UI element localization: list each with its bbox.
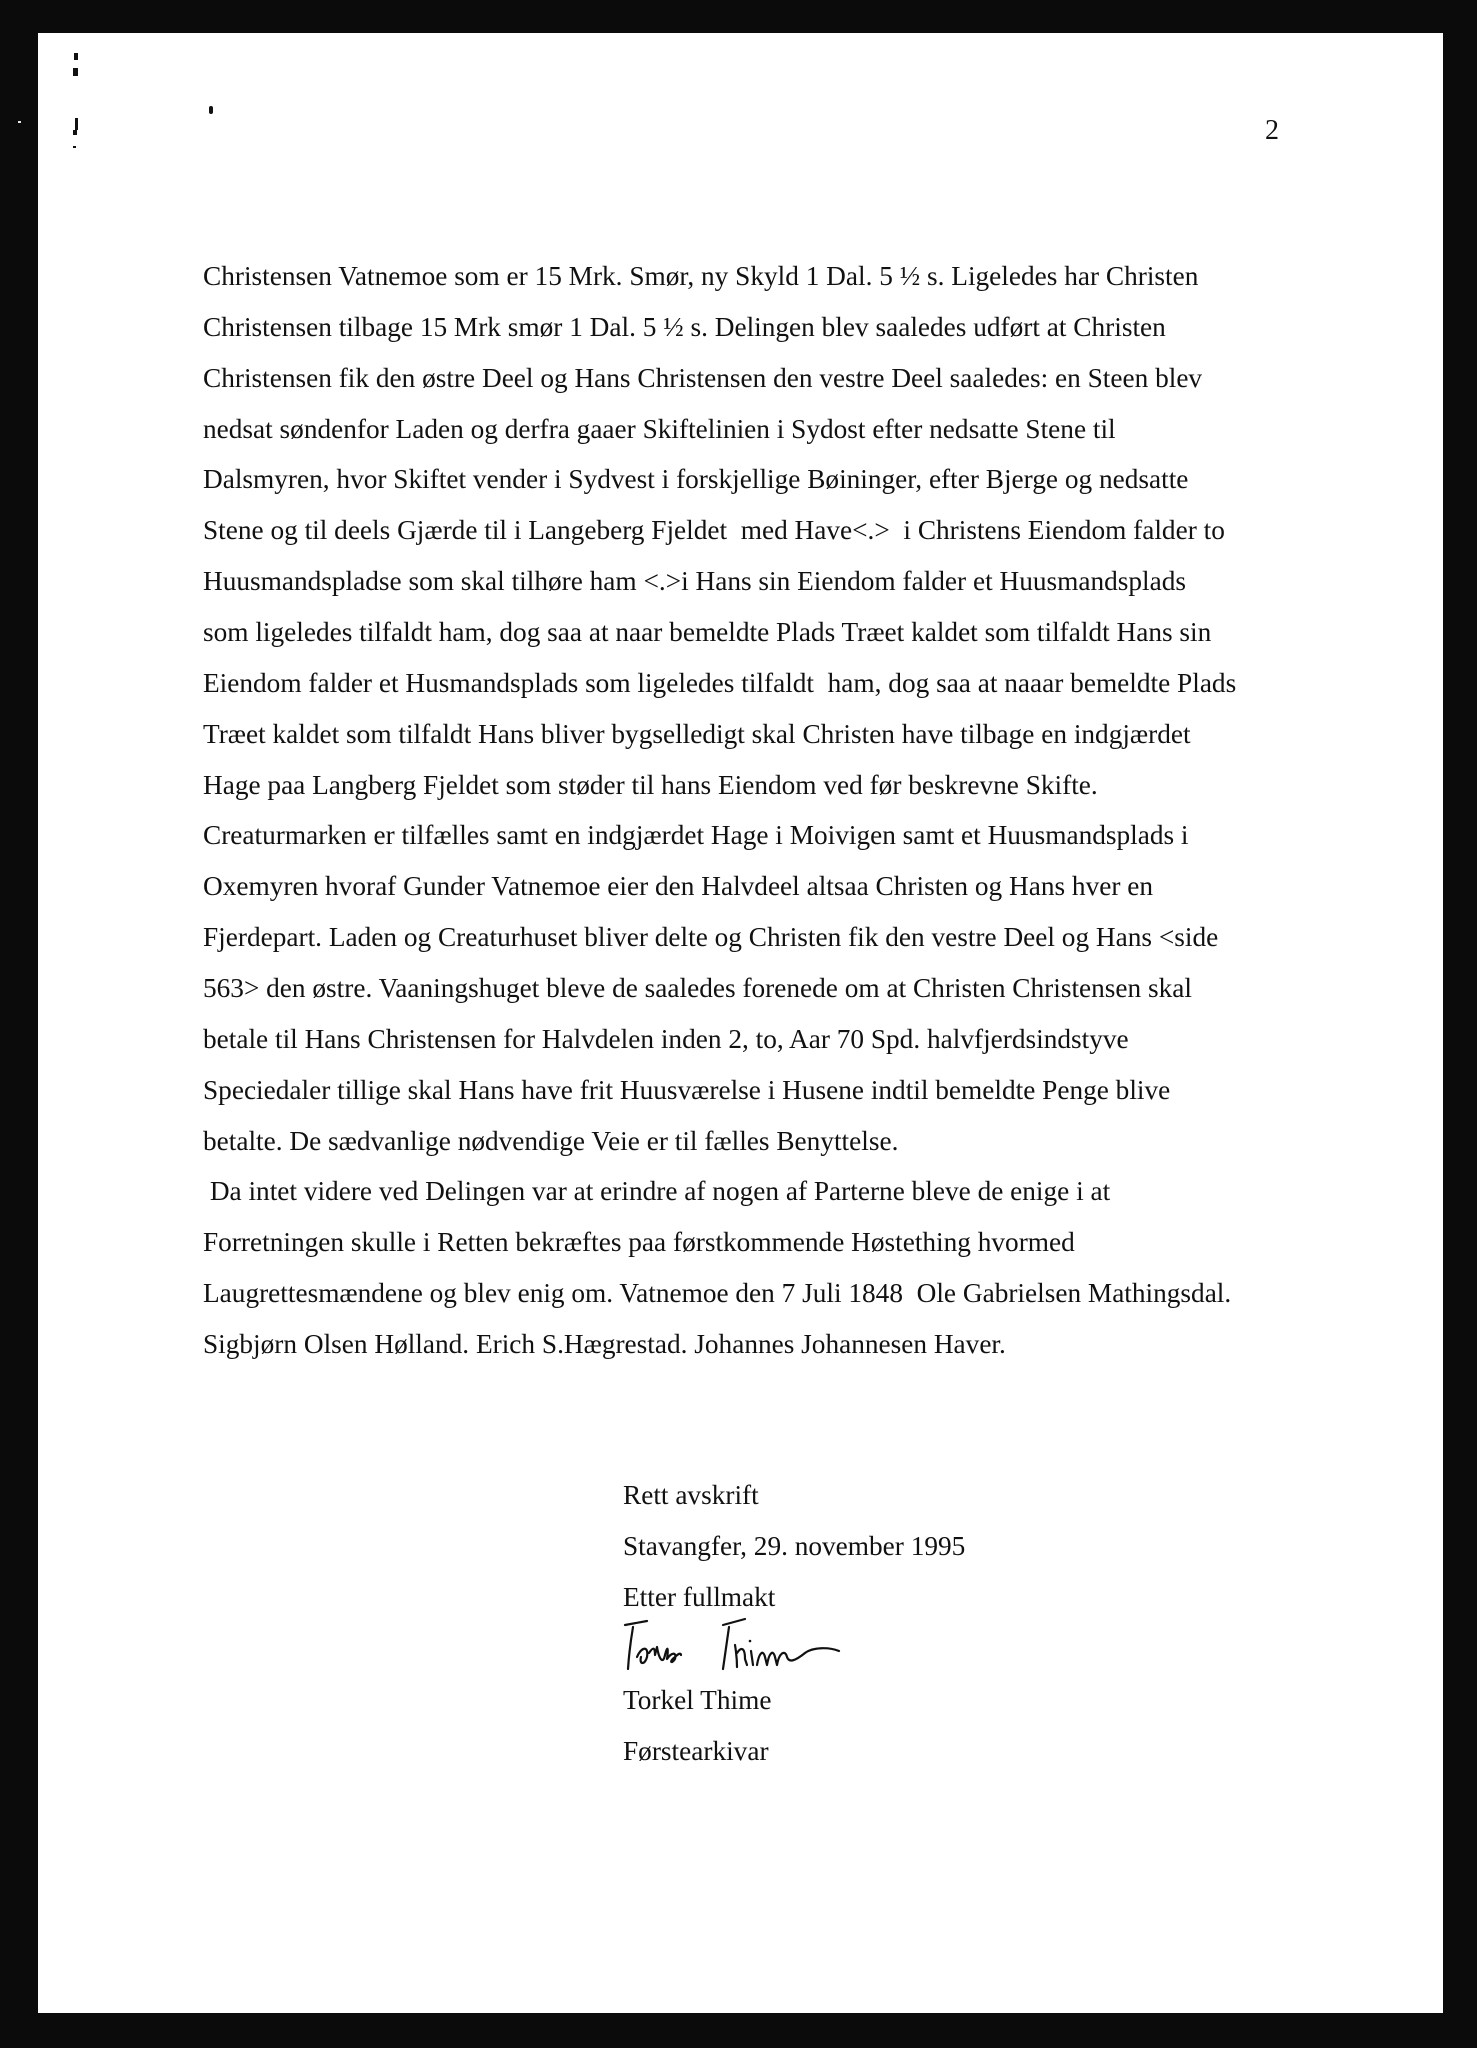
scan-mark (209, 106, 213, 114)
body-line: Stene og til deels Gjærde til i Langeberg Fjeldet med Have<.> i Christens Eiendom falder to (203, 515, 1225, 546)
body-text (203, 251, 1236, 1370)
scan-mark (73, 68, 78, 76)
closing-certification: Rett avskrift (623, 1480, 759, 1510)
body-line: Speciedaler tillige skal Hans have frit Huusværelse i Husene indtil bemeldte Penge blive (203, 1074, 1171, 1105)
body-line: Hage paa Langberg Fjeldet som støder til hans Eiendom ved før beskrevne Skifte. (203, 769, 1098, 800)
scan-mark (74, 53, 78, 60)
body-line: Dalsmyren, hvor Skiftet vender i Sydvest i forskjellige Bøininger, efter Bjerge og nedsatte (203, 464, 1189, 495)
body-line: Forretningen skulle i Retten bekræftes paa førstkommende Høstething hvormed (203, 1227, 1075, 1258)
body-line: nedsat søndenfor Laden og derfra gaaer Skiftelinien i Sydost efter nedsatte Stene til (203, 413, 1116, 444)
closing-authority: Etter fullmakt (623, 1581, 776, 1612)
body-line: Oxemyren hvoraf Gunder Vatnemoe eier den Halvdeel altsaa Christen og Hans hver en (203, 871, 1154, 902)
body-line: betalte. De sædvanlige nødvendige Veie er til fælles Benyttelse. (203, 1125, 899, 1156)
body-line: Creaturmarken er tilfælles samt en indgjærdet Hage i Moivigen samt et Huusmandsplads i (203, 820, 1189, 851)
signatory-title: Førstearkivar (623, 1735, 769, 1766)
body-line: Huusmandspladse som skal tilhøre ham <.>i Hans sin Eiendom falder et Huusmandsplads (203, 566, 1186, 597)
body-line: Laugrettesmændene og blev enig om. Vatnemoe den 7 Juli 1848 Ole Gabrielsen Mathingsdal. (203, 1278, 1232, 1309)
scan-mark (73, 130, 77, 135)
body-line: Christensen fik den østre Deel og Hans Christensen den vestre Deel saaledes: en Steen blev (203, 362, 1203, 393)
body-line: betale til Hans Christensen for Halvdelen inden 2, to, Aar 70 Spd. halvfjerdsindstyve (203, 1023, 1129, 1054)
body-line: Træet kaldet som tilfaldt Hans bliver bygselledigt skal Christen have tilbage en indgjærdet (203, 718, 1191, 749)
body-line: Christensen tilbage 15 Mrk smør 1 Dal. 5 ½ s. Delingen blev saaledes udført at Christen (203, 311, 1166, 342)
closing-place-date: Stavangfer, 29. november 1995 (623, 1530, 966, 1561)
body-line: som ligeledes tilfaldt ham, dog saa at naar bemeldte Plads Træet kaldet som tilfaldt Hans sin (203, 617, 1212, 648)
body-line: Christensen Vatnemoe som er 15 Mrk. Smør, ny Skyld 1 Dal. 5 ½ s. Ligeledes har Christen (203, 261, 1199, 291)
page-number: 2 (1265, 115, 1279, 146)
signatory-name: Torkel Thime (623, 1684, 772, 1715)
body-line: Sigbjørn Olsen Hølland. Erich S.Hægrestad. Johannes Johannesen Haver. (203, 1329, 1006, 1360)
scan-mark (73, 146, 76, 148)
body-line: Fjerdepart. Laden og Creaturhuset bliver delte og Christen fik den vestre Deel og Hans <side (203, 922, 1219, 953)
scan-mark (75, 118, 78, 130)
body-line: Da intet videre ved Delingen var at erindre af nogen af Parterne bleve de enige i at (203, 1176, 1111, 1207)
document-page (38, 33, 1443, 2013)
body-line: Eiendom falder et Husmandsplads som ligeledes tilfaldt ham, dog saa at naaar bemeldte Plads (203, 667, 1237, 698)
body-line: 563> den østre. Vaaningshuget bleve de saaledes forenede om at Christen Christensen skal (203, 973, 1192, 1004)
handwritten-signature (619, 1617, 859, 1677)
